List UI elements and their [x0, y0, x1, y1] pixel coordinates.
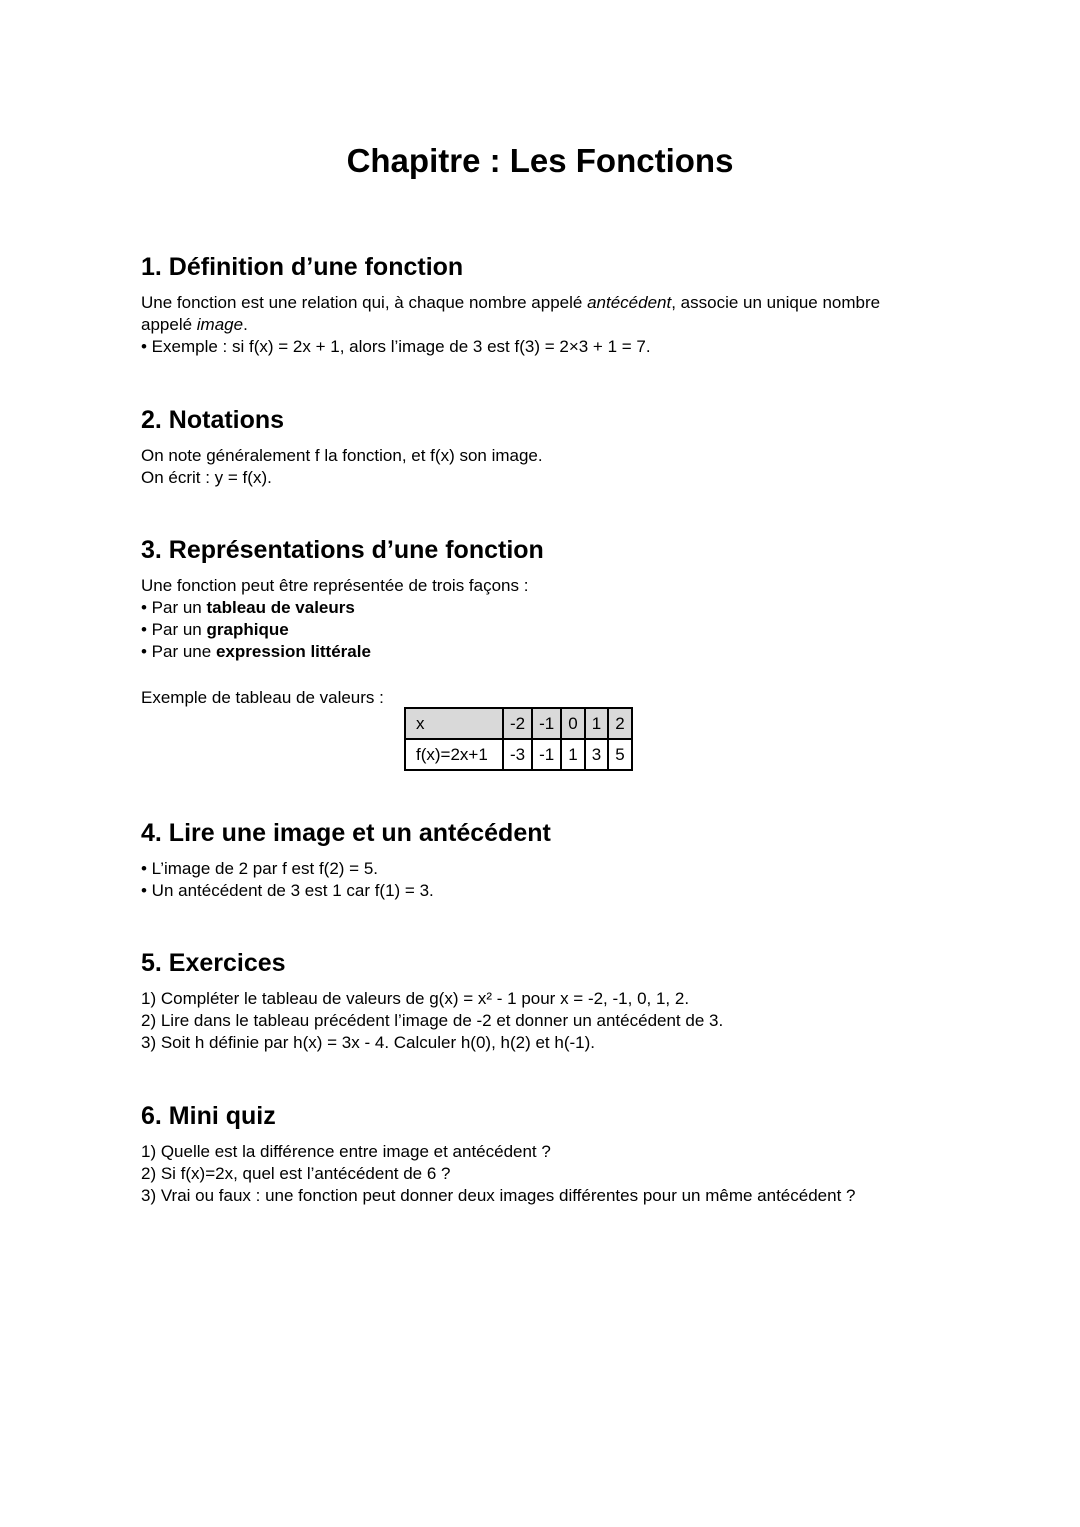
table-cell: 5 [608, 739, 631, 770]
section-heading: 3. Représentations d’une fonction [141, 536, 544, 564]
text: • Par une [141, 642, 216, 661]
list-item: 1) Compléter le tableau de valeurs de g(x) = x² - 1 pour x = -2, -1, 0, 1, 2. [141, 989, 690, 1008]
italic-term: antécédent [587, 293, 672, 312]
table-cell: 3 [585, 739, 608, 770]
paragraph: Une fonction peut être représentée de trois façons : [141, 576, 529, 595]
text: , associe un unique nombre [671, 293, 881, 312]
table-cell: x [405, 708, 503, 739]
text: . [243, 315, 248, 334]
values-table [404, 707, 633, 771]
table-row [405, 739, 632, 770]
list-item: • Un antécédent de 3 est 1 car f(1) = 3. [141, 881, 434, 900]
text: • Par un [141, 598, 207, 617]
bold-term: graphique [206, 620, 289, 639]
section-heading: 6. Mini quiz [141, 1102, 276, 1130]
bold-term: expression littérale [215, 642, 371, 661]
table-cell: -1 [532, 708, 561, 739]
text: • Par un [141, 620, 207, 639]
table-cell: 1 [561, 739, 584, 770]
section-heading: 1. Définition d’une fonction [141, 253, 464, 281]
list-item: 2) Si f(x)=2x, quel est l’antécédent de 6 ? [141, 1164, 451, 1183]
bold-term: tableau de valeurs [206, 598, 355, 617]
section-representations [141, 535, 961, 663]
text: appelé [141, 315, 197, 334]
section-heading: 2. Notations [141, 406, 285, 434]
list-item [141, 597, 961, 619]
section-heading: 4. Lire une image et un antécédent [141, 819, 551, 847]
list-item: 3) Soit h définie par h(x) = 3x - 4. Calculer h(0), h(2) et h(-1). [141, 1033, 595, 1052]
table-cell: -1 [532, 739, 561, 770]
italic-term: image [196, 315, 244, 334]
paragraph [141, 292, 961, 314]
section-notations [141, 405, 961, 489]
paragraph [141, 314, 961, 336]
table-cell: 1 [585, 708, 608, 739]
section-quiz [141, 1101, 1001, 1207]
page-title: Chapitre : Les Fonctions [346, 142, 734, 179]
example-label: Exemple de tableau de valeurs : [141, 688, 384, 707]
table-cell: f(x)=2x+1 [405, 739, 503, 770]
table-cell: -2 [503, 708, 532, 739]
list-item: 3) Vrai ou faux : une fonction peut donner deux images différentes pour un même antécédent ? [141, 1186, 856, 1205]
section-read-image [141, 818, 961, 902]
example-line: • Exemple : si f(x) = 2x + 1, alors l’image de 3 est f(3) = 2×3 + 1 = 7. [141, 337, 651, 356]
table-cell: -3 [503, 739, 532, 770]
paragraph: On note généralement f la fonction, et f(x) son image. [141, 446, 543, 465]
list-item: • L’image de 2 par f est f(2) = 5. [141, 859, 378, 878]
table-header-row [405, 708, 632, 739]
section-exercises [141, 948, 961, 1054]
table-cell: 0 [561, 708, 584, 739]
table-cell: 2 [608, 708, 631, 739]
list-item [141, 619, 961, 641]
list-item: 1) Quelle est la différence entre image et antécédent ? [141, 1142, 551, 1161]
text: Une fonction est une relation qui, à chaque nombre appelé [141, 293, 588, 312]
section-definition [141, 252, 961, 358]
paragraph: On écrit : y = f(x). [141, 468, 272, 487]
list-item [141, 641, 961, 663]
list-item: 2) Lire dans le tableau précédent l’image de -2 et donner un antécédent de 3. [141, 1011, 724, 1030]
section-heading: 5. Exercices [141, 949, 286, 977]
